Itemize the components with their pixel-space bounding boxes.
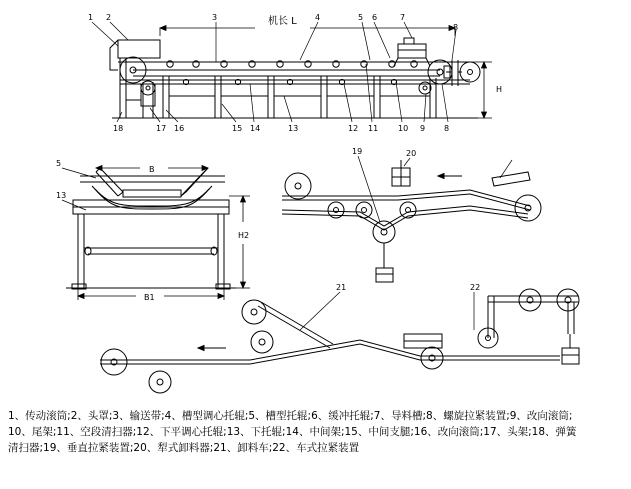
callout-2: 2 — [106, 13, 112, 22]
callout-20: 20 — [406, 149, 417, 158]
callout-17: 17 — [156, 124, 167, 133]
callout-21: 21 — [336, 283, 347, 292]
dimension-B1: B1 — [144, 293, 155, 302]
callout-22: 22 — [470, 283, 481, 292]
dimension-H2: H2 — [238, 231, 250, 240]
legend-line-2: 10、尾架;11、空段清扫器;12、下平调心托辊;13、下托辊;14、中间架;15、中间支腿;16、改向滚筒;17、头架;18、弹簧 — [8, 426, 577, 438]
callout-1: 1 — [88, 13, 94, 22]
legend-line-3: 清扫器;19、垂直拉紧装置;20、犁式卸料器;21、卸料车;22、车式拉紧装置 — [8, 442, 360, 454]
top-view-conveyor — [92, 22, 492, 122]
callout-9: 9 — [420, 124, 426, 133]
callout-19: 19 — [352, 147, 363, 156]
callout-numbers — [56, 13, 502, 302]
callout-18: 18 — [113, 124, 124, 133]
callout-6: 6 — [372, 13, 378, 22]
callout-4: 4 — [315, 13, 321, 22]
vertical-takeup-view — [282, 156, 541, 282]
dimension-H: H — [496, 85, 503, 94]
callout-8-top: 8 — [453, 23, 459, 32]
legend-block — [8, 408, 623, 456]
dimension-B: B — [149, 165, 155, 174]
cross-section-view — [62, 166, 250, 301]
callout-7: 7 — [400, 13, 406, 22]
callout-11: 11 — [368, 124, 379, 133]
callout-15: 15 — [232, 124, 243, 133]
callout-12: 12 — [348, 124, 359, 133]
callout-5-section: 5 — [56, 159, 62, 168]
callout-13-section: 13 — [56, 191, 67, 200]
callout-16: 16 — [174, 124, 185, 133]
machine-length-label: 机长 L — [268, 16, 297, 27]
callout-10: 10 — [398, 124, 409, 133]
callout-5: 5 — [358, 13, 364, 22]
callout-3: 3 — [212, 13, 218, 22]
callout-14: 14 — [250, 124, 261, 133]
callout-13: 13 — [288, 124, 299, 133]
tripper-car-view — [100, 289, 579, 393]
callout-8: 8 — [444, 124, 450, 133]
legend-line-1: 1、传动滚筒;2、头罩;3、输送带;4、槽型调心托辊;5、槽型托辊;6、缓冲托辊;7、导料槽;8、螺旋拉紧装置;9、改向滚筒; — [8, 410, 573, 422]
